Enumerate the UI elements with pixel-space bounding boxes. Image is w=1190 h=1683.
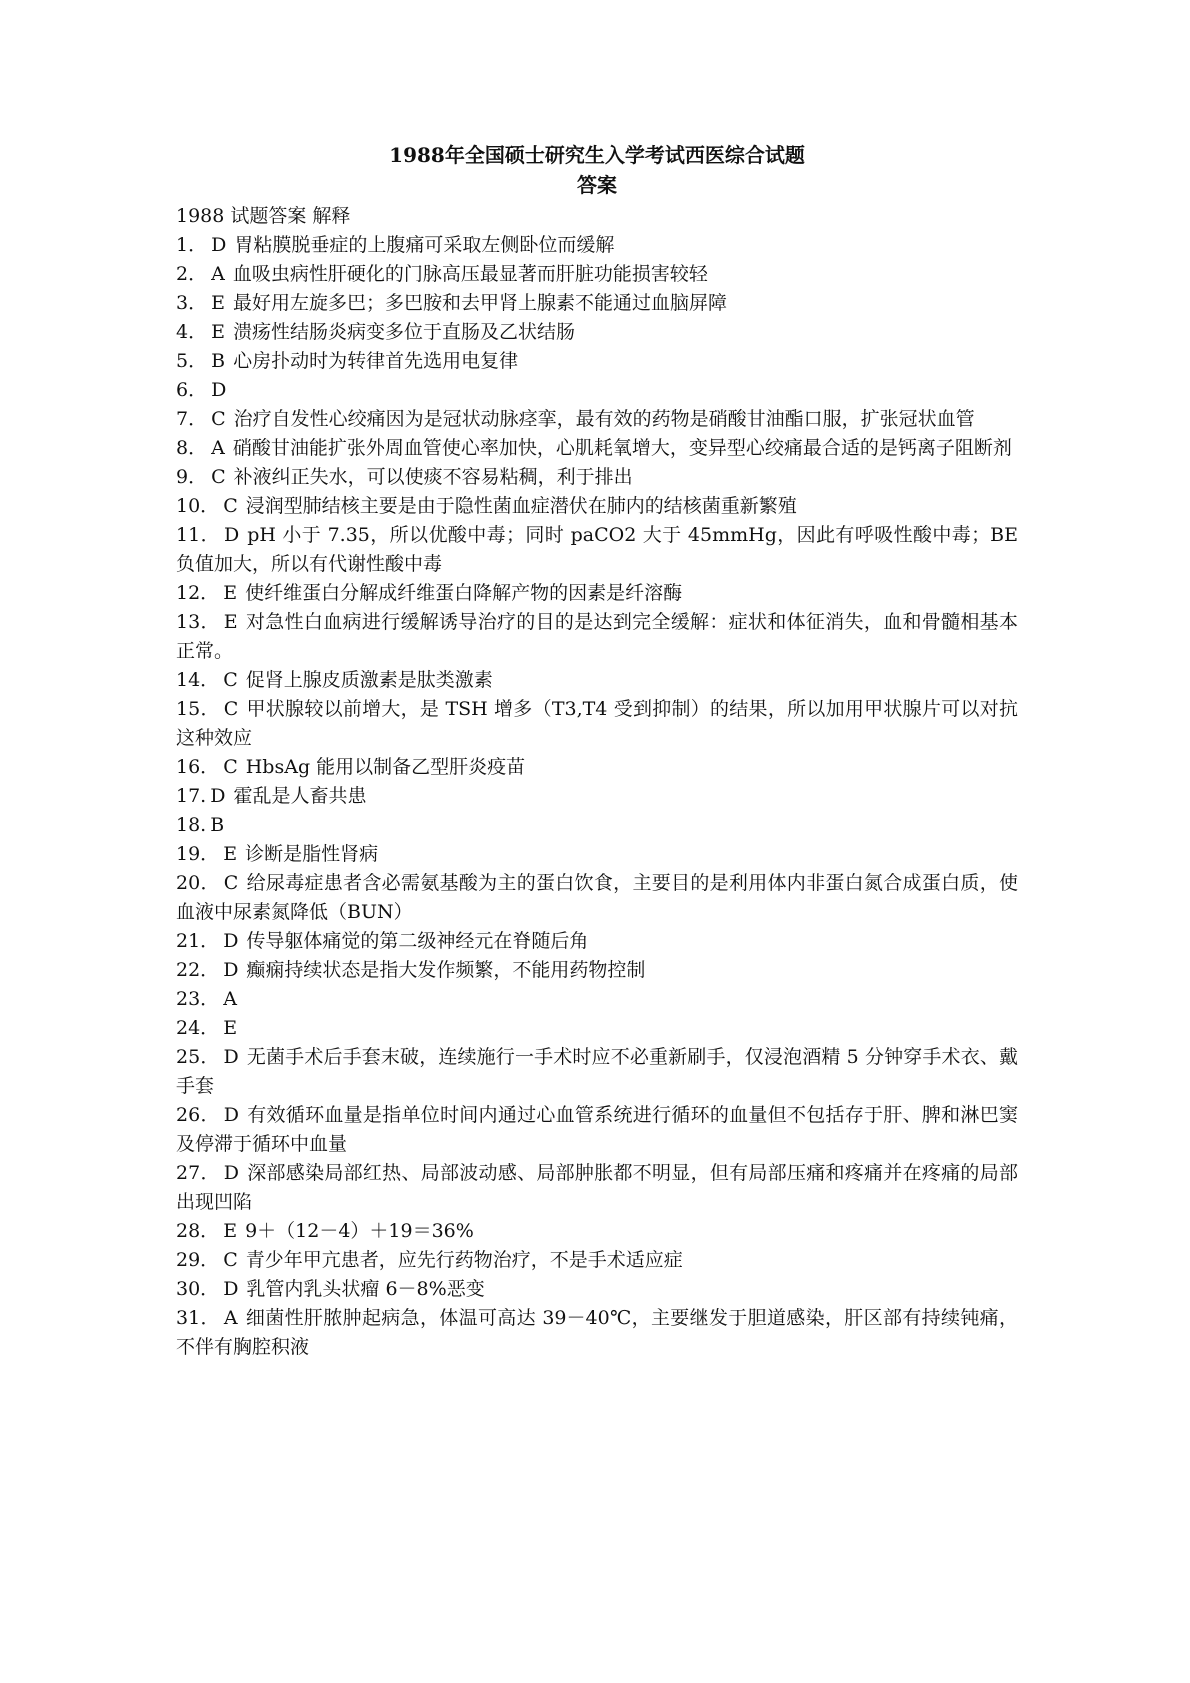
answer-number: 29． (176, 1249, 220, 1271)
answer-number: 30． (176, 1278, 220, 1300)
answer-explanation: 甲状腺较以前增大，是 TSH 增多（T3,T4 受到抑制）的结果，所以加用甲状腺片可以对抗这种效应 (176, 698, 1018, 749)
answer-explanation: 对急性白血病进行缓解诱导治疗的目的是达到完全缓解：症状和体征消失，血和骨髓相基本正常。 (176, 611, 1018, 662)
answer-number: 7． (176, 408, 208, 430)
answer-item (176, 434, 1018, 463)
answer-letter: E (223, 611, 238, 633)
answer-letter: B (210, 814, 225, 836)
answer-letter: B (211, 350, 226, 372)
document-title: 1988年全国硕士研究生入学考试西医综合试题 (389, 143, 805, 167)
answer-item (176, 492, 1018, 521)
answer-item (176, 1043, 1018, 1101)
answer-explanation: pH 小于 7.35，所以优酸中毒；同时 paCO2 大于 45mmHg，因此有呼吸性酸中毒；BE 负值加大，所以有代谢性酸中毒 (176, 524, 1019, 575)
answer-number: 26． (176, 1104, 220, 1126)
answer-explanation: 使纤维蛋白分解成纤维蛋白降解产物的因素是纤溶酶 (245, 582, 683, 604)
answer-letter: D (210, 785, 226, 807)
answer-explanation: 深部感染局部红热、局部波动感、局部肿胀都不明显，但有局部压痛和疼痛并在疼痛的局部出现凹陷 (176, 1162, 1018, 1213)
answer-explanation: 促肾上腺皮质激素是肽类激素 (245, 669, 493, 691)
answer-number: 6． (176, 379, 208, 401)
answer-number: 12． (176, 582, 220, 604)
answer-letter: C (211, 466, 226, 488)
answer-item (176, 753, 1018, 782)
answer-letter: C (223, 495, 238, 517)
answer-letter: D (223, 1278, 239, 1300)
answer-explanation: 心房扑动时为转律首先选用电复律 (233, 350, 519, 372)
answer-letter: E (211, 321, 225, 343)
answer-item (176, 695, 1018, 753)
answer-number: 4． (176, 321, 208, 343)
answer-explanation: 浸润型肺结核主要是由于隐性菌血症潜伏在肺内的结核菌重新繁殖 (245, 495, 797, 517)
answer-explanation: 霍乱是人畜共患 (233, 785, 367, 807)
answer-item (176, 608, 1018, 666)
answer-item (176, 869, 1018, 927)
answer-letter: A (211, 437, 225, 459)
answer-item (176, 1275, 1018, 1304)
answer-letter: D (223, 1046, 239, 1068)
answer-letter: A (223, 1307, 238, 1329)
answer-letter: C (223, 1249, 238, 1271)
answer-letter: E (211, 292, 225, 314)
answer-number: 23． (176, 988, 220, 1010)
answer-item (176, 579, 1018, 608)
answer-number: 17. (176, 785, 207, 807)
document-page (176, 140, 1018, 1362)
answer-letter: C (223, 756, 238, 778)
answer-item (176, 521, 1018, 579)
answer-item (176, 1304, 1018, 1362)
answer-letter: D (211, 379, 227, 401)
answer-letter: E (223, 582, 238, 604)
answer-explanation: 诊断是脂性肾病 (245, 843, 379, 865)
answer-item (176, 1159, 1018, 1217)
answer-explanation: 硝酸甘油能扩张外周血管使心率加快，心肌耗氧增大，变异型心绞痛最合适的是钙离子阻断剂 (232, 437, 1012, 459)
answer-item (176, 231, 1018, 260)
answer-item (176, 956, 1018, 985)
answer-item (176, 811, 1018, 840)
answer-number: 2． (176, 263, 208, 285)
answer-explanation: 补液纠正失水，可以使痰不容易粘稠，利于排出 (233, 466, 633, 488)
answer-number: 20． (176, 872, 220, 894)
answer-number: 22． (176, 959, 220, 981)
answer-number: 1． (176, 234, 208, 256)
answer-number: 13． (176, 611, 220, 633)
answer-letter: E (223, 1220, 238, 1242)
answer-letter: C (223, 669, 238, 691)
answer-item (176, 289, 1018, 318)
answer-number: 25． (176, 1046, 220, 1068)
document-subtitle: 答案 (577, 173, 617, 197)
answer-item (176, 260, 1018, 289)
answer-explanation: 细菌性肝脓肿起病急，体温可高达 39－40℃，主要继发于胆道感染，肝区部有持续钝痛，不伴有胸腔积液 (176, 1307, 1018, 1358)
answer-explanation: 溃疡性结肠炎病变多位于直肠及乙状结肠 (232, 321, 575, 343)
answer-item (176, 985, 1018, 1014)
answer-number: 11． (176, 524, 220, 546)
answer-letter: E (223, 1017, 238, 1039)
answer-item (176, 463, 1018, 492)
answer-explanation: 无菌手术后手套末破，连续施行一手术时应不必重新刷手，仅浸泡酒精 5 分钟穿手术衣、戴手套 (176, 1046, 1018, 1097)
answer-explanation: 9＋（12－4）＋19＝36% (245, 1220, 474, 1242)
answer-item (176, 782, 1018, 811)
answer-letter: D (223, 1162, 239, 1184)
answer-list (176, 231, 1018, 1362)
answer-number: 8． (176, 437, 208, 459)
answer-letter: C (223, 872, 239, 894)
answer-explanation: 给尿毒症患者含必需氨基酸为主的蛋白饮食，主要目的是利用体内非蛋白氮合成蛋白质，使血液中尿素氮降低（BUN） (176, 872, 1018, 923)
answer-explanation: 胃粘膜脱垂症的上腹痛可采取左侧卧位而缓解 (234, 234, 615, 256)
answer-item (176, 405, 1018, 434)
intro-line: 1988 试题答案 解释 (176, 205, 351, 227)
answer-number: 19． (176, 843, 220, 865)
answer-letter: A (211, 263, 225, 285)
answer-letter: D (223, 930, 239, 952)
answer-number: 28． (176, 1220, 220, 1242)
answer-letter: E (223, 843, 238, 865)
answer-number: 18. (176, 814, 207, 836)
answer-explanation: 青少年甲亢患者，应先行药物治疗，不是手术适应症 (245, 1249, 683, 1271)
answer-letter: D (211, 234, 227, 256)
answer-item (176, 347, 1018, 376)
answer-explanation: 血吸虫病性肝硬化的门脉高压最显著而肝脏功能损害较轻 (232, 263, 708, 285)
answer-explanation: 最好用左旋多巴；多巴胺和去甲肾上腺素不能通过血脑屏障 (232, 292, 727, 314)
answer-item (176, 1101, 1018, 1159)
answer-number: 31． (176, 1307, 220, 1329)
answer-letter: D (223, 524, 240, 546)
answer-letter: A (223, 988, 237, 1010)
answer-letter: D (223, 959, 239, 981)
answer-item (176, 840, 1018, 869)
answer-number: 14． (176, 669, 220, 691)
answer-explanation: 有效循环血量是指单位时间内通过心血管系统进行循环的血量但不包括存于肝、脾和淋巴窦及停滞于循环中血量 (176, 1104, 1018, 1155)
answer-number: 24． (176, 1017, 220, 1039)
answer-item (176, 318, 1018, 347)
answer-explanation: HbsAg 能用以制备乙型肝炎疫苗 (245, 756, 526, 778)
answer-number: 3． (176, 292, 208, 314)
answer-explanation: 传导躯体痛觉的第二级神经元在脊随后角 (246, 930, 589, 952)
answer-number: 21． (176, 930, 220, 952)
answer-number: 15． (176, 698, 220, 720)
answer-item (176, 1217, 1018, 1246)
answer-number: 5． (176, 350, 208, 372)
answer-number: 16． (176, 756, 220, 778)
answer-item (176, 1014, 1018, 1043)
answer-number: 9． (176, 466, 208, 488)
answer-explanation: 治疗自发性心绞痛因为是冠状动脉痉挛，最有效的药物是硝酸甘油酯口服，扩张冠状血管 (233, 408, 975, 430)
answer-number: 27． (176, 1162, 220, 1184)
answer-explanation: 乳管内乳头状瘤 6－8%恶变 (246, 1278, 485, 1300)
answer-letter: C (223, 698, 239, 720)
answer-item (176, 376, 1018, 405)
answer-number: 10． (176, 495, 220, 517)
answer-letter: D (223, 1104, 239, 1126)
answer-item (176, 666, 1018, 695)
answer-letter: C (211, 408, 226, 430)
answer-item (176, 927, 1018, 956)
answer-explanation: 癫痫持续状态是指大发作频繁，不能用药物控制 (246, 959, 646, 981)
answer-item (176, 1246, 1018, 1275)
